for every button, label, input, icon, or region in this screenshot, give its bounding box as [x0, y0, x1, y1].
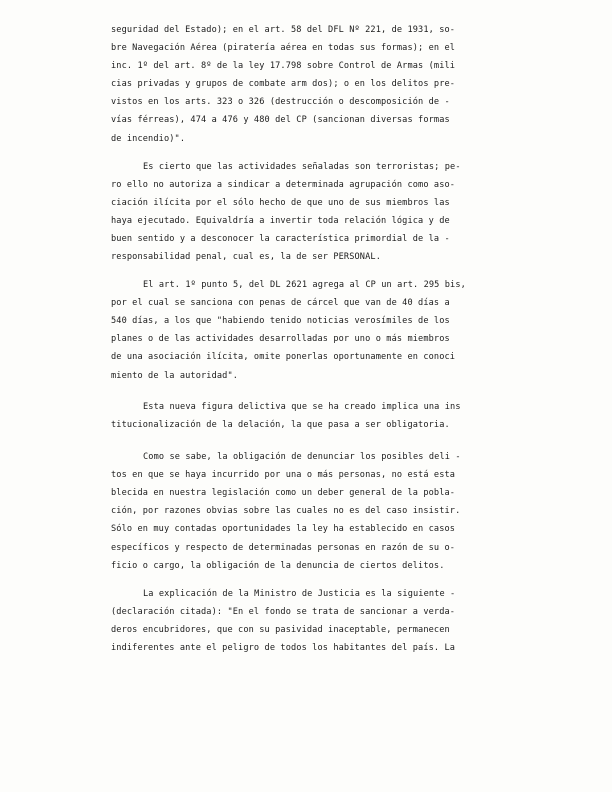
- text-line: cias privadas y grupos de combate arm dos); o en los delitos pre-: [111, 79, 456, 89]
- text-line: indiferentes ante el peligro de todos los habitantes del país. La: [111, 643, 456, 653]
- text-line: buen sentido y a desconocer la característica primordial de la -: [111, 234, 450, 244]
- text-line: ficio o cargo, la obligación de la denuncia de ciertos delitos.: [111, 561, 445, 571]
- text-line: inc. 1º del art. 8º de la ley 17.798 sobre Control de Armas (mili: [111, 61, 456, 71]
- text-line: seguridad del Estado); en el art. 58 del DFL Nº 221, de 1931, so-: [111, 25, 456, 35]
- text-line: tos en que se haya incurrido por una o más personas, no está esta: [111, 470, 456, 480]
- text-line: vías férreas), 474 a 476 y 480 del CP (sancionan diversas formas: [111, 115, 450, 125]
- text-line: de una asociación ilícita, omite ponerlas oportunamente en conoci: [111, 352, 456, 362]
- text-line: (declaración citada): "En el fondo se trata de sancionar a verda-: [111, 607, 456, 617]
- text-line: específicos y respecto de determinadas personas en razón de su o-: [111, 543, 456, 553]
- text-line: Esta nueva figura delictiva que se ha creado implica una ins: [143, 402, 461, 412]
- text-line: blecida en nuestra legislación como un deber general de la pobla-: [111, 488, 456, 498]
- text-line: titucionalización de la delación, la que pasa a ser obligatoria.: [111, 420, 450, 430]
- text-line: deros encubridores, que con su pasividad inaceptable, permanecen: [111, 625, 450, 635]
- text-line: Como se sabe, la obligación de denunciar los posibles deli -: [143, 452, 461, 462]
- text-line: El art. 1º punto 5, del DL 2621 agrega al CP un art. 295 bis,: [143, 280, 466, 290]
- text-line: Sólo en muy contadas oportunidades la ley ha establecido en casos: [111, 524, 456, 534]
- text-line: Es cierto que las actividades señaladas son terroristas; pe-: [143, 162, 461, 172]
- text-line: ciación ilícita por el sólo hecho de que uno de sus miembros las: [111, 198, 450, 208]
- text-line: ro ello no autoriza a sindicar a determinada agrupación como aso-: [111, 180, 456, 190]
- text-line: vistos en los arts. 323 o 326 (destrucción o descomposición de -: [111, 97, 450, 107]
- text-line: planes o de las actividades desarrolladas por uno o más miembros: [111, 334, 450, 344]
- text-line: bre Navegación Aérea (piratería aérea en todas sus formas); en el: [111, 43, 456, 53]
- text-line: haya ejecutado. Equivaldría a invertir toda relación lógica y de: [111, 216, 450, 226]
- text-line: por el cual se sanciona con penas de cárcel que van de 40 días a: [111, 298, 450, 308]
- text-line: 540 días, a los que "habiendo tenido noticias verosímiles de los: [111, 316, 450, 326]
- text-line: miento de la autoridad".: [111, 371, 239, 381]
- text-line: responsabilidad penal, cual es, la de ser PERSONAL.: [111, 252, 381, 262]
- text-line: ción, por razones obvias sobre las cuales no es del caso insistir.: [111, 506, 461, 516]
- text-line: de incendio)".: [111, 134, 186, 144]
- text-line: La explicación de la Ministro de Justicia es la siguiente -: [143, 589, 456, 599]
